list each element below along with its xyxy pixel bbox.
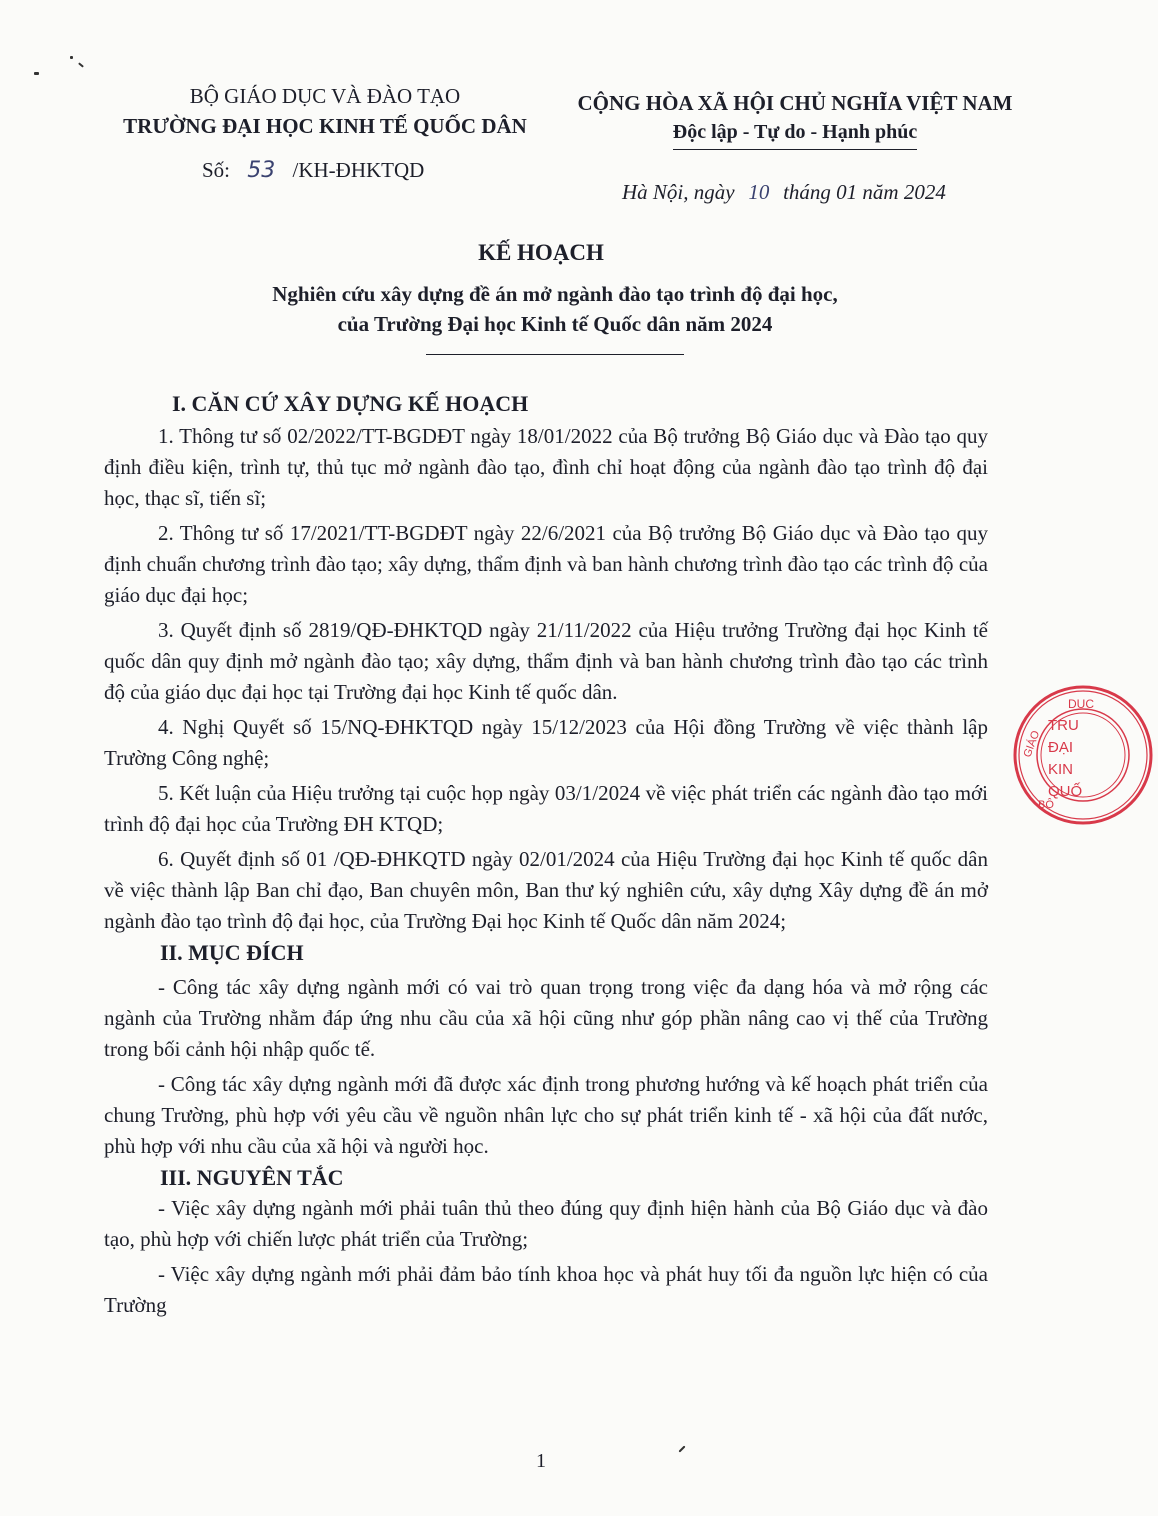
basis-item: 5. Kết luận của Hiệu trưởng tại cuộc họp ngày 03/1/2024 về việc phát triển các ngành đào tạo mới trình độ đại học của Trường ĐH KTQD;: [104, 781, 988, 836]
basis-item: 3. Quyết định số 2819/QĐ-ĐHKTQD ngày 21/11/2022 của Hiệu trưởng Trường đại học Kinh tế quốc dân quy định mở ngành đào tạo; xây dựng, thẩm định và ban hành chương trình đào tạo các trình độ của giáo dục đại học tại Trường đại học Kinh tế quốc dân.: [104, 618, 988, 704]
nation-name: CỘNG HÒA XÃ HỘI CHỦ NGHĨA VIỆT NAM: [577, 91, 1013, 115]
seal-inner-line: QUỐ: [1048, 783, 1083, 800]
subtitle-line-1: Nghiên cứu xây dựng đề án mở ngành đào tạo trình độ đại học,: [272, 282, 838, 306]
date-suffix: tháng 01 năm 2024: [783, 180, 946, 204]
seal-inner-line: KIN: [1048, 761, 1074, 778]
basis-item: 2. Thông tư số 17/2021/TT-BGDĐT ngày 22/6/2021 của Bộ trưởng Bộ Giáo dục và Đào tạo quy định chuẩn chương trình đào tạo; xây dựng, thẩm định và ban hành chương trình đào tạo các trình độ của giáo dục đại học;: [104, 521, 988, 607]
page-number: 1: [536, 1450, 546, 1472]
basis-item: 6. Quyết định số 01 /QĐ-ĐHKQTD ngày 02/01/2024 của Hiệu Trường đại học Kinh tế quốc dân về việc thành lập Ban chỉ đạo, Ban chuyên môn, Ban thư ký nghiên cứu, xây dựng Xây dựng đề án mở ngành đào tạo trình độ đại học, của Trường Đại học Kinh tế Quốc dân năm 2024;: [104, 847, 988, 933]
doc-number-handwritten: 53: [247, 158, 276, 183]
seal-graphic: [1008, 680, 1158, 830]
official-seal: [1008, 680, 1158, 830]
seal-inner-line: ĐẠI: [1048, 739, 1074, 756]
seal-ring-text-left: GIÁO: [1021, 729, 1043, 760]
principle-item: - Việc xây dựng ngành mới phải đảm bảo tính khoa học và phát huy tối đa nguồn lực hiện có của Trường: [104, 1262, 988, 1317]
date-day-handwritten: 10: [748, 180, 770, 204]
seal-inner-line: TRU: [1048, 717, 1079, 734]
issuer-header: [100, 82, 550, 141]
section-heading-1: I. CĂN CỨ XÂY DỰNG KẾ HOẠCH: [172, 391, 529, 416]
school-name: TRƯỜNG ĐẠI HỌC KINH TẾ QUỐC DÂN: [123, 114, 527, 138]
scan-speck: [78, 62, 84, 67]
document-subtitle: [0, 279, 1110, 339]
scan-speck: [34, 72, 39, 75]
seal-ring-text-bottom: BỘ: [1038, 799, 1054, 811]
basis-item: 4. Nghị Quyết số 15/NQ-ĐHKTQD ngày 15/12/2023 của Hội đồng Trường về việc thành lập Trường Công nghệ;: [104, 715, 988, 770]
principle-item: - Việc xây dựng ngành mới phải tuân thủ theo đúng quy định hiện hành của Bộ Giáo dục và đào tạo, phù hợp với chiến lược phát triển của Trường;: [104, 1196, 988, 1251]
doc-number-label: Số:: [202, 158, 231, 182]
scan-speck: [70, 56, 73, 59]
ministry-name: BỘ GIÁO DỤC VÀ ĐÀO TẠO: [189, 84, 461, 108]
purpose-item: - Công tác xây dựng ngành mới có vai trò quan trọng trong việc đa dạng hóa và mở rộng các ngành của Trường nhằm đáp ứng nhu cầu của xã hội cũng như góp phần nâng cao vị thế của Trường trong bối cảnh hội nhập quốc tế.: [104, 975, 988, 1061]
date-line: [622, 180, 946, 205]
national-motto: Độc lập - Tự do - Hạnh phúc: [673, 118, 917, 150]
title-divider: [426, 354, 684, 355]
purpose-item: - Công tác xây dựng ngành mới đã được xác định trong phương hướng và kế hoạch phát triển của chung Trường, phù hợp với yêu cầu về nguồn nhân lực cho sự phát triển kinh tế - xã hội của đất nước, phù hợp với nhu cầu của xã hội và người học.: [104, 1072, 988, 1158]
doc-number-suffix: /KH-ĐHKTQD: [292, 158, 425, 182]
seal-ring-text: DỤC: [1068, 697, 1094, 711]
document-title: KẾ HOẠCH: [478, 240, 604, 265]
document-number: [202, 158, 424, 183]
section-heading-3: III. NGUYÊN TẮC: [160, 1165, 344, 1190]
section-heading-2: II. MỤC ĐÍCH: [160, 940, 304, 965]
document-body: [104, 388, 988, 1325]
basis-item: 1. Thông tư số 02/2022/TT-BGDĐT ngày 18/01/2022 của Bộ trưởng Bộ Giáo dục và Đào tạo quy định điều kiện, trình tự, thủ tục mở ngành đào tạo, đình chỉ hoạt động của ngành đào tạo trình độ đại học, thạc sĩ, tiến sĩ;: [104, 424, 988, 510]
subtitle-line-2: của Trường Đại học Kinh tế Quốc dân năm 2024: [337, 312, 773, 336]
date-prefix: Hà Nội, ngày: [622, 180, 735, 204]
national-header: [555, 88, 1035, 150]
